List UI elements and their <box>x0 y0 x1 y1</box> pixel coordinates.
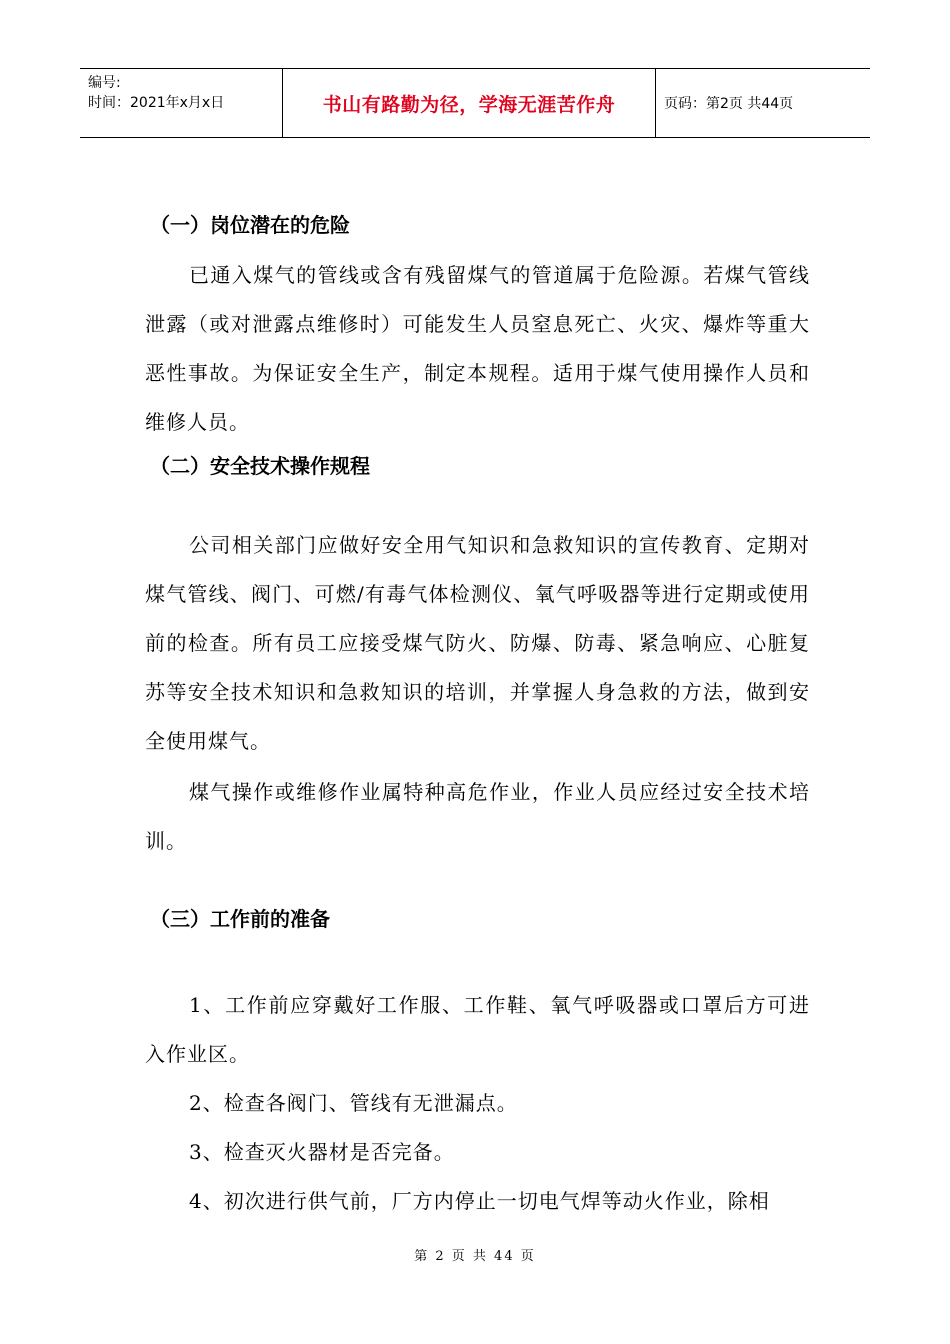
list-item: 1、工作前应穿戴好工作服、工作鞋、氧气呼吸器或口罩后方可进入作业区。 <box>145 993 810 1066</box>
document-number-label: 编号: <box>88 75 121 91</box>
list-item: 2、检查各阀门、管线有无泄漏点。 <box>189 1091 518 1115</box>
body-paragraph: 公司相关部门应做好安全用气知识和急救知识的宣传教育、定期对煤气管线、阀门、可燃/有毒气体检测仪、氧气呼吸器等进行定期或使用前的检查。所有员工应接受煤气防火、防爆、防毒、紧急响应、心脏复苏等安全技术知识和急救知识的培训，并掌握人身急救的方法，做到安全使用煤气。 <box>145 533 810 753</box>
page-footer: 第 2 页 共 44 页 <box>414 1249 536 1264</box>
document-time-label: 时间：2021年x月x日 <box>88 95 225 111</box>
section-heading: （一）岗位潜在的危险 <box>150 213 350 237</box>
body-paragraph: 煤气操作或维修作业属特种高危作业，作业人员应经过安全技术培训。 <box>145 780 810 853</box>
list-item: 3、检查灭火器材是否完备。 <box>189 1140 455 1164</box>
document-body <box>145 210 810 1226</box>
page-header <box>80 68 870 138</box>
header-page-label: 页码：第2页 共44页 <box>664 96 794 112</box>
header-motto-cell <box>282 69 656 137</box>
section-heading: （三）工作前的准备 <box>150 907 330 931</box>
body-paragraph: 已通入煤气的管线或含有残留煤气的管道属于危险源。若煤气管线泄露（或对泄露点维修时）可能发生人员窒息死亡、火灾、爆炸等重大恶性事故。为保证安全生产，制定本规程。适用于煤气使用操作人员和维修人员。 <box>145 263 810 434</box>
header-meta <box>80 69 280 137</box>
section-heading: （二）安全技术操作规程 <box>150 454 370 478</box>
list-item: 4、初次进行供气前，厂方内停止一切电气焊等动火作业，除相 <box>189 1189 770 1213</box>
header-motto: 书山有路勤为径，学海无涯苦作舟 <box>322 93 616 116</box>
